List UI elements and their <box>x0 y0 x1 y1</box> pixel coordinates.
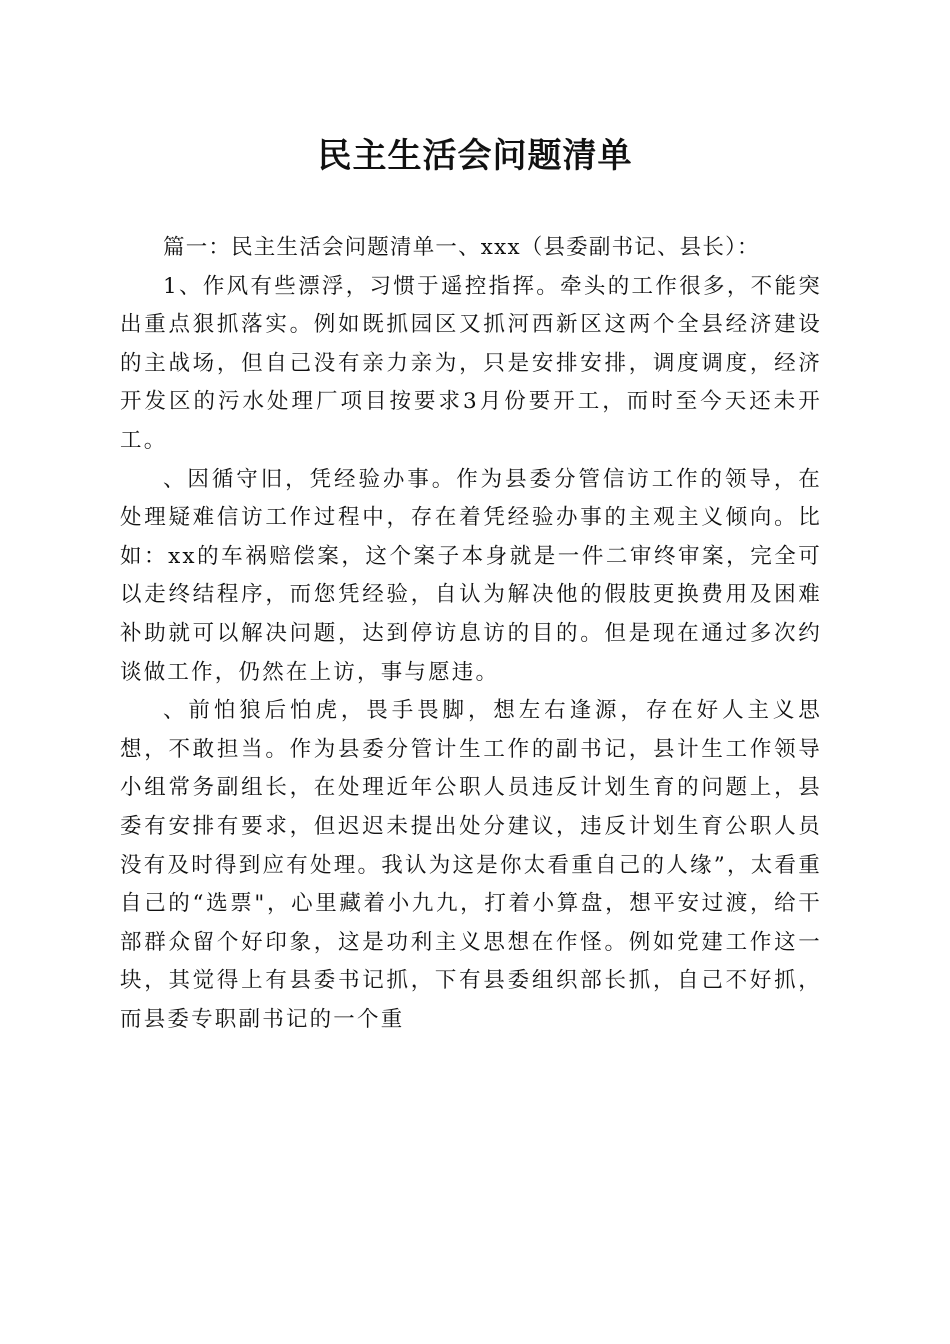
paragraph-item-3: 、前怕狼后怕虎，畏手畏脚，想左右逢源，存在好人主义思想，不敢担当。作为县委分管计生工作的副书记，县计生工作领导小组常务副组长，在处理近年公职人员违反计划生育的问题上，县委有安排有要求，但迟迟未提出处分建议，违反计划生育公职人员没有及时得到应有处理。我认为这是你太看重自己的人缘”，太看重自己的“选票"，心里藏着小九九，打着小算盘，想平安过渡，给干部群众留个好印象，这是功利主义思想在作怪。例如党建工作这一块，其觉得上有县委书记抓，下有县委组织部长抓，自己不好抓，而县委专职副书记的一个重 <box>120 698 822 1032</box>
document-body <box>120 229 822 1039</box>
paragraph-item-1: 1、作风有些漂浮，习惯于遥控指挥。牵头的工作很多，不能突出重点狠抓落实。例如既抓园区又抓河西新区这两个全县经济建设的主战场，但自己没有亲力亲为，只是安排安排，调度调度，经济开发区的污水处理厂项目按要求3月份要开工，而时至今天还未开工。 <box>120 273 822 453</box>
document-title: 民主生活会问题清单 <box>317 136 633 176</box>
paragraph-item-2: 、因循守旧，凭经验办事。作为县委分管信访工作的领导，在处理疑难信访工作过程中，存在着凭经验办事的主观主义倾向。比如：xx的车祸赔偿案，这个案子本身就是一件二审终审案，完全可以走终结程序，而您凭经验，自认为解决他的假肢更换费用及困难补助就可以解决问题，达到停访息访的目的。但是现在通过多次约谈做工作，仍然在上访，事与愿违。 <box>120 466 822 685</box>
paragraph-intro: 篇一：民主生活会问题清单一、xxx（县委副书记、县长）： <box>163 235 760 260</box>
